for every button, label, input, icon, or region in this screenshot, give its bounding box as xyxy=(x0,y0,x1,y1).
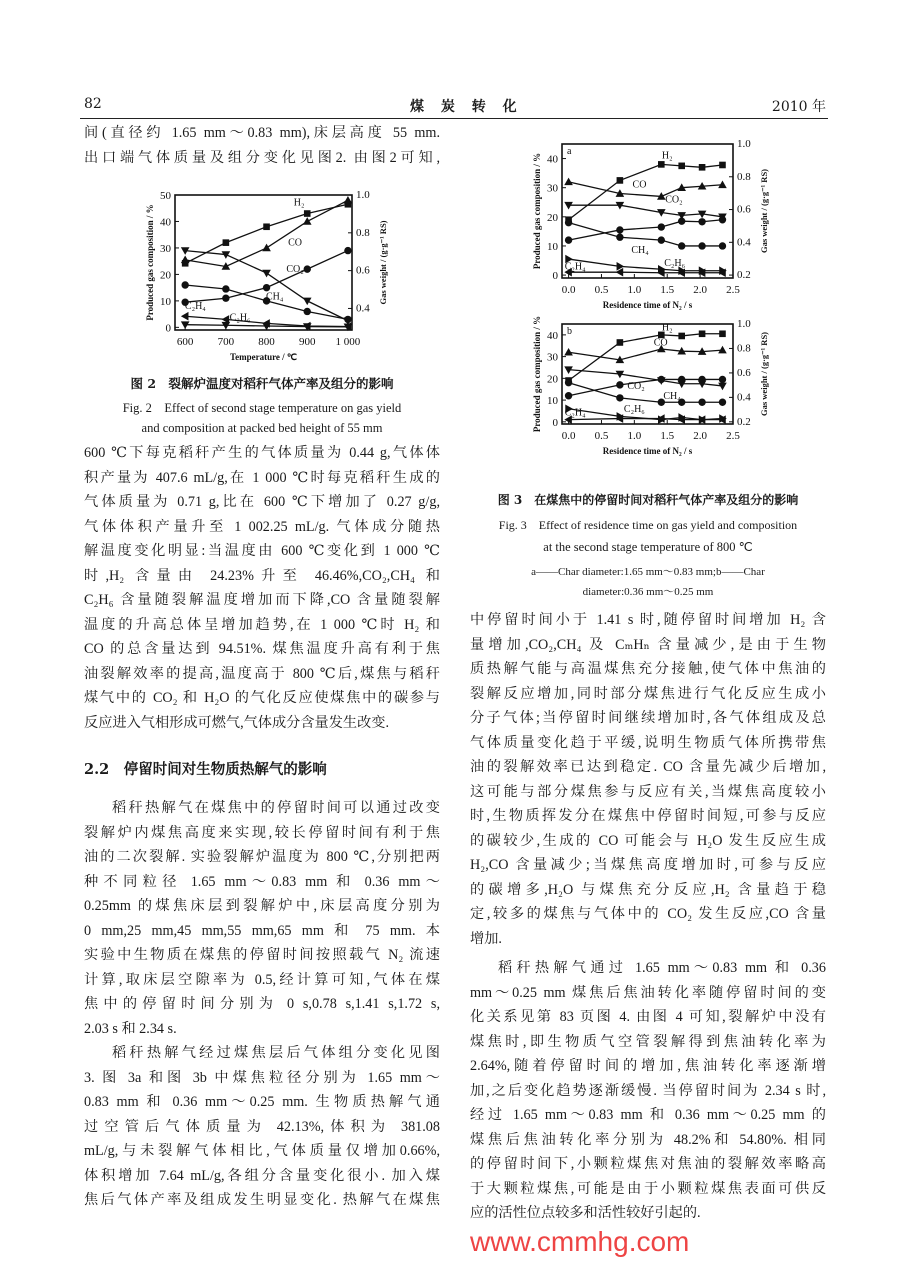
y2-axis-label: Gas weight / (g·g⁻¹ RS) xyxy=(759,168,769,254)
marker-circle xyxy=(263,284,270,291)
y-tick-label: 20 xyxy=(547,211,558,224)
marker-circle xyxy=(678,242,685,249)
series-CO xyxy=(564,345,727,363)
page-number: 82 xyxy=(84,96,102,112)
fig3-caption-note-1: a——Char diameter:1.65 mm～0.83 mm;b——Char xyxy=(531,566,765,578)
marker-tri-up xyxy=(262,244,271,252)
series-label: CO xyxy=(653,337,668,349)
marker-tri-up xyxy=(718,346,727,354)
y-tick-label: 10 xyxy=(547,395,558,408)
text-line: 3. 图 3a 和图 3b 中煤焦粒径分别为 1.65 mm～ xyxy=(84,1069,440,1086)
text-line: mL/g,与未裂解气体相比,气体质量仅增加0.66%, xyxy=(84,1143,440,1159)
marker-tri-up xyxy=(564,348,573,356)
marker-circle xyxy=(658,236,665,243)
y-tick-label: 40 xyxy=(547,329,558,342)
text-line: 应的活性位点较多和活性较好引起的. xyxy=(470,1205,701,1221)
marker-circle xyxy=(222,295,229,302)
text-line: 气体体积产量升至 1 002.25 mL/g. 气体成分随热 xyxy=(84,518,440,535)
series-label: CO₂ xyxy=(286,263,304,275)
text-line: CO 的总含量达到 94.51%. 煤焦温度升高有利于焦 xyxy=(84,641,440,657)
x-tick-label: 1.5 xyxy=(660,430,675,442)
y2-tick-label: 0.2 xyxy=(737,415,751,428)
y-tick-label: 50 xyxy=(160,190,171,202)
text-line: 2.03 s 和 2.34 s. xyxy=(84,1020,177,1037)
text-line: 解温度变化明显:当温度由 600 ℃变化到 1 000 ℃ xyxy=(84,543,440,559)
x-axis-label: Residence time of N₂ / s xyxy=(602,446,693,456)
marker-square xyxy=(699,330,706,337)
text-line: 化关系见第 83 页图 4. 由图 4 可知,裂解炉中没有 xyxy=(470,1009,826,1025)
text-line: 定,较多的煤焦与气体中的 CO₂ 发生反应,CO 含量 xyxy=(470,906,826,922)
text-line: 增加. xyxy=(470,930,502,947)
y2-tick-label: 0.8 xyxy=(356,226,370,239)
series-label: H₂ xyxy=(661,150,673,162)
y2-axis-label: Gas weight / (g·g⁻¹ RS) xyxy=(378,220,388,305)
series-C₂H₄ xyxy=(564,414,726,424)
text-line: 0.83 mm 和 0.36 mm～0.25 mm. 生物质热解气通 xyxy=(84,1094,440,1110)
y2-tick-label: 0.6 xyxy=(737,203,751,216)
text-line: 量增加,CO₂,CH₄ 及 CₘHₙ 含量减少,是由于生物 xyxy=(470,636,826,653)
x-tick-label: 2.0 xyxy=(693,430,707,442)
text-line: 裂解炉内煤焦高度来实现,较长停留时间有利于焦 xyxy=(84,824,440,841)
left-paragraph-1 xyxy=(84,441,440,735)
text-line: 煤气中的 CO₂ 和 H₂O 的气化反应使煤焦中的碳参与 xyxy=(84,690,440,706)
y2-tick-label: 0.4 xyxy=(737,391,751,404)
y2-tick-label: 1.0 xyxy=(737,318,751,330)
x-tick-label: 2.5 xyxy=(726,430,740,442)
text-line: 稻秆热解气经过煤焦层后气体组分变化见图 xyxy=(112,1045,440,1061)
x-tick-label: 0.0 xyxy=(561,284,576,296)
marker-circle xyxy=(222,285,229,292)
series-label: H₂ xyxy=(661,322,673,334)
marker-circle xyxy=(719,216,726,223)
text-line: 油的裂解效率已达到稳定. CO 含量先减少后增加, xyxy=(470,759,826,775)
marker-circle xyxy=(616,226,623,233)
y-tick-label: 0 xyxy=(165,322,171,335)
x-tick-label: 0.5 xyxy=(594,284,609,296)
text-line: 的碳增多,H₂O 与煤焦充分反应,H₂ 含量趋于稳 xyxy=(470,881,826,898)
y-axis-label: Produced gas composition / % xyxy=(532,315,542,433)
marker-square xyxy=(678,163,685,170)
plot-frame xyxy=(562,144,733,278)
y-axis-label: Produced gas composition / % xyxy=(145,204,155,321)
text-line: H₂,CO 含量减少;当煤焦高度增加时,可参与反应 xyxy=(470,857,826,873)
series-line xyxy=(569,223,723,246)
y2-tick-label: 0.2 xyxy=(737,269,751,282)
marker-square xyxy=(699,164,706,171)
y-tick-label: 10 xyxy=(160,295,171,308)
marker-tri-down xyxy=(262,270,271,278)
marker-square xyxy=(263,223,270,230)
marker-tri-down xyxy=(303,298,312,306)
marker-circle xyxy=(616,234,623,241)
marker-tri-up xyxy=(564,178,573,186)
series-label: CO xyxy=(288,237,302,249)
y-axis-label: Produced gas composition / % xyxy=(532,152,542,270)
text-line: 煤焦后焦油转化率分别为 48.2%和 54.80%. 相同 xyxy=(470,1131,826,1148)
marker-circle xyxy=(719,376,726,383)
x-tick-label: 600 xyxy=(176,336,194,348)
text-line: 温度的升高总体呈增加趋势,在 1 000 ℃时 H₂ 和 xyxy=(84,616,440,633)
fig3-caption-en-2: at the second stage temperature of 800 ℃ xyxy=(543,540,753,554)
marker-tri-left xyxy=(181,312,189,321)
series-label: CO₂ xyxy=(627,381,645,393)
series-label: CH₄ xyxy=(631,245,649,257)
x-tick-label: 1.5 xyxy=(660,284,675,296)
text-line: 实验中生物质在煤焦的停留时间按照载气 N₂ 流速 xyxy=(84,947,440,963)
figure-3a-chart xyxy=(520,135,780,310)
y2-tick-label: 1.0 xyxy=(356,189,370,201)
text-line: 煤焦时,即生物质气空管裂解得到焦油转化率为 xyxy=(470,1033,826,1050)
text-line: 体积增加 7.64 mL/g,各组分含量变化很小. 加入煤 xyxy=(84,1167,440,1184)
text-line: 时,H₂ 含量由 24.23%升至 46.46%,CO₂,CH₄ 和 xyxy=(84,567,440,584)
marker-square xyxy=(617,339,624,346)
section-heading-2-2: 2.2 停留时间对生物质热解气的影响 xyxy=(84,761,327,778)
marker-circle xyxy=(698,218,705,225)
marker-circle xyxy=(304,308,311,315)
y2-tick-label: 0.8 xyxy=(737,342,751,355)
text-line: 焦后气体产率及组成发生明显变化. 热解气在煤焦 xyxy=(84,1192,440,1208)
series-label: C₂H₆ xyxy=(664,257,686,269)
marker-square xyxy=(678,333,685,340)
text-line: 分子气体;当停留时间继续增加时,各气体组成及总 xyxy=(470,710,826,726)
marker-square xyxy=(719,330,726,337)
text-line: 油的二次裂解. 实验裂解炉温度为 800 ℃,分别把两 xyxy=(84,849,440,865)
series-H₂ xyxy=(182,201,351,267)
panel-label: a xyxy=(567,146,572,157)
left-paragraph-2 xyxy=(84,796,440,1213)
y2-tick-label: 0.6 xyxy=(356,264,370,277)
marker-tri-up xyxy=(181,256,190,264)
y-tick-label: 20 xyxy=(547,373,558,386)
series-label: C₂H₆ xyxy=(623,404,645,416)
text-line: 中停留时间小于 1.41 s 时,随停留时间增加 H₂ 含 xyxy=(470,612,826,628)
marker-circle xyxy=(565,392,572,399)
text-line: 反应进入气相形成可燃气,气体成分含量发生改变. xyxy=(84,714,390,731)
panel-label: b xyxy=(567,326,572,337)
y-tick-label: 30 xyxy=(547,351,558,364)
marker-tri-up xyxy=(344,196,353,204)
text-line: 质热解气能与高温煤焦充分接触,使气体中焦油的 xyxy=(470,661,826,677)
marker-circle xyxy=(658,376,665,383)
marker-tri-down xyxy=(222,251,231,259)
series-label: C₂H₄ xyxy=(564,407,586,419)
text-line: 种不同粒径 1.65 mm～0.83 mm 和 0.36 mm～ xyxy=(84,873,440,890)
fig2-caption-cn: 图 2 裂解炉温度对稻秆气体产率及组分的影响 xyxy=(130,376,394,391)
marker-square xyxy=(617,177,624,184)
marker-circle xyxy=(304,265,311,272)
y2-tick-label: 0.4 xyxy=(737,236,751,249)
series-line xyxy=(569,334,723,381)
right-paragraph-2 xyxy=(470,956,826,1226)
text-line: 积产量为 407.6 mL/g,在 1 000 ℃时每克稻秆生成的 xyxy=(84,469,440,486)
marker-circle xyxy=(719,399,726,406)
text-line: 过空管后气体质量为 42.13%,体积为 381.08 xyxy=(84,1118,440,1135)
text-line: 焦中的停留时间分别为 0 s,0.78 s,1.41 s,1.72 s, xyxy=(84,996,440,1012)
marker-tri-down xyxy=(718,383,727,391)
marker-circle xyxy=(181,281,188,288)
y-tick-label: 30 xyxy=(160,242,171,255)
marker-circle xyxy=(698,242,705,249)
x-tick-label: 1 000 xyxy=(335,336,361,348)
marker-square xyxy=(719,162,726,169)
fig3-caption-cn: 图 3 在煤焦中的停留时间对稻秆气体产率及组分的影响 xyxy=(497,493,799,507)
x-tick-label: 700 xyxy=(217,336,235,348)
y-tick-label: 30 xyxy=(547,182,558,195)
series-line xyxy=(569,383,723,403)
marker-circle xyxy=(565,219,572,226)
fig2-caption-en-2: and composition at packed bed height of 55 mm xyxy=(141,421,383,435)
text-line: 这可能与部分煤焦参与反应有关,当煤焦高度较小 xyxy=(470,783,826,800)
series-label: CH₄ xyxy=(663,391,681,402)
figure-2-chart xyxy=(130,185,388,365)
x-tick-label: 0.0 xyxy=(561,430,576,442)
text-line: 油裂解效率的提高,温度高于 800 ℃后,煤焦与稻秆 xyxy=(84,665,440,682)
marker-circle xyxy=(678,376,685,383)
text-line: 稻秆热解气在煤焦中的停留时间可以通过改变 xyxy=(112,800,440,816)
fig2-caption-en-1: Fig. 2 Effect of second stage temperature on gas yield xyxy=(122,401,402,415)
series-label: C₂H₆ xyxy=(229,312,251,324)
text-line: 600 ℃下每克稻秆产生的气体质量为 0.44 g,气体体 xyxy=(84,445,440,461)
y-tick-label: 40 xyxy=(547,153,558,166)
series-CO xyxy=(181,196,352,270)
marker-square xyxy=(304,210,311,217)
text-line: 出口端气体质量及组分变化见图2. 由图2可知, xyxy=(84,149,440,166)
y2-axis-label: Gas weight / (g·g⁻¹ RS) xyxy=(759,331,769,417)
x-tick-label: 0.5 xyxy=(594,430,609,442)
series-label: C₂H₄ xyxy=(564,261,586,273)
text-line: 气体质量变化趋于平缓,说明生物质气体所携带焦 xyxy=(470,734,826,751)
y-tick-label: 10 xyxy=(547,240,558,253)
figure-3b-chart xyxy=(520,312,780,477)
x-tick-label: 1.0 xyxy=(627,284,642,296)
y2-tick-label: 1.0 xyxy=(737,138,751,150)
marker-circle xyxy=(565,379,572,386)
marker-circle xyxy=(719,242,726,249)
series-label: H₂ xyxy=(293,197,305,209)
fig3-caption-en-1: Fig. 3 Effect of residence time on gas yield and composition xyxy=(498,518,798,532)
text-line: 0.25mm 的煤焦床层到裂解炉中,床层高度分别为 xyxy=(84,898,440,914)
header-rule xyxy=(80,118,828,119)
text-line: 经过 1.65 mm～0.83 mm 和 0.36 mm～0.25 mm 的 xyxy=(470,1107,826,1123)
journal-title: 煤 炭 转 化 xyxy=(410,99,523,115)
text-line: 间(直径约 1.65 mm～0.83 mm),床层高度 55 mm. xyxy=(84,125,440,141)
marker-circle xyxy=(344,316,351,323)
x-tick-label: 2.5 xyxy=(726,284,740,296)
left-intro xyxy=(84,121,440,170)
right-paragraph-1 xyxy=(470,608,826,951)
marker-circle xyxy=(616,381,623,388)
y2-tick-label: 0.6 xyxy=(737,366,751,379)
marker-tri-up xyxy=(718,180,727,188)
text-line: 0 mm,25 mm,45 mm,55 mm,65 mm 和 75 mm. 本 xyxy=(84,922,440,939)
text-line: 计算,取床层空隙率为 0.5,经计算可知,气体在煤 xyxy=(84,971,440,988)
y-tick-label: 20 xyxy=(160,269,171,282)
text-line: C₂H₆ 含量随裂解温度增加而下降,CO 含量随裂解 xyxy=(84,592,440,608)
marker-tri-up xyxy=(303,217,312,225)
year: 2010 年 xyxy=(771,99,826,115)
y-tick-label: 0 xyxy=(552,416,558,429)
marker-square xyxy=(658,161,665,168)
y2-tick-label: 0.4 xyxy=(356,302,370,315)
watermark: www.cmmhg.com xyxy=(470,1226,690,1257)
x-tick-label: 2.0 xyxy=(693,284,707,296)
series-label: CH₄ xyxy=(265,291,284,303)
y2-tick-label: 0.8 xyxy=(737,170,751,183)
text-line: 的碳较少,生成的 CO 可能会与 H₂O 发生反应生成 xyxy=(470,832,826,849)
text-line: 加,之后变化趋势逐渐缓慢. 当停留时间为 2.34 s 时, xyxy=(470,1082,826,1099)
marker-circle xyxy=(678,217,685,224)
marker-circle xyxy=(344,247,351,254)
x-axis-label: Temperature / ℃ xyxy=(229,352,298,362)
text-line: 裂解反应增加,同时部分煤焦进行气化反应生成小 xyxy=(470,685,826,702)
text-line: 于大颗粒煤焦,可能是由于小颗粒煤焦表面可供反 xyxy=(470,1180,826,1197)
series-label: CO₂ xyxy=(665,194,683,206)
marker-circle xyxy=(565,236,572,243)
marker-circle xyxy=(616,394,623,401)
series-label: CO xyxy=(632,179,647,191)
text-line: 的停留时间下,小颗粒煤焦对焦油的裂解效率略高 xyxy=(470,1156,826,1172)
text-line: 2.64%,随着停留时间的增加,焦油转化率逐渐增 xyxy=(470,1058,826,1074)
marker-square xyxy=(223,239,230,246)
plot-frame xyxy=(562,324,733,424)
x-tick-label: 800 xyxy=(258,336,275,348)
marker-circle xyxy=(658,223,665,230)
x-tick-label: 900 xyxy=(298,336,316,348)
y-tick-label: 0 xyxy=(552,270,558,283)
y-tick-label: 40 xyxy=(160,216,171,229)
x-tick-label: 1.0 xyxy=(627,430,642,442)
text-line: 稻秆热解气通过 1.65 mm～0.83 mm 和 0.36 xyxy=(498,960,826,976)
x-axis-label: Residence time of N₂ / s xyxy=(602,300,693,310)
marker-circle xyxy=(698,399,705,406)
text-line: 时,生物质挥发分在煤焦中停留时间短,可参与反应 xyxy=(470,808,826,824)
marker-circle xyxy=(698,376,705,383)
fig3-caption-note-2: diameter:0.36 mm～0.25 mm xyxy=(582,586,714,598)
text-line: 气体质量为 0.71 g,比在 600 ℃下增加了 0.27 g/g, xyxy=(84,494,440,510)
series-label: C₂H₄ xyxy=(184,300,206,312)
text-line: mm～0.25 mm 煤焦后焦油转化率随停留时间的变 xyxy=(470,984,826,1001)
